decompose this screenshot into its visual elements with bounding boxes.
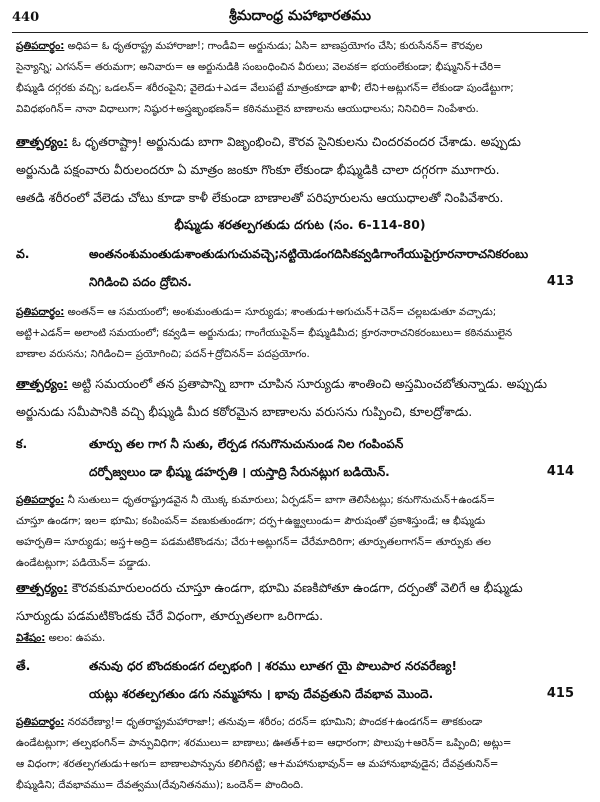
header-rule xyxy=(12,32,588,33)
text-line: ఆ విధంగా; శరతల్పగతుడు+అగు= బాణాలపాన్పును కలిగినట్టి; ఆ+మహానుభావున్= ఆ మహానుభావుడైన; దేవవ్రతునిన్= xyxy=(16,759,499,770)
verse-line: తనువు ధర బొందకుండగ దల్పభంగి । శరము లూతగ యై పొలుపార నరవరేణ్య! xyxy=(89,659,458,673)
verse-number: 414 xyxy=(546,464,574,479)
text-line: అట్టి+ఎడన్= అలాంటి సమయంలో; కవ్వడి= అర్జునుడు; గాంగేయుపైన్= భీష్ముడిమీద; క్రూరనారాచనికరంబులు= కఠినములైన xyxy=(16,328,513,339)
text-line: భీష్ముడిని; దేవభావము= దేవత్వము(దేవునితనము); ఒందెన్= పొందింది. xyxy=(16,780,304,791)
page-number: 440 xyxy=(12,10,40,25)
verse-marker: తే. xyxy=(16,658,31,673)
verse-415 xyxy=(16,652,584,708)
meaning-block-3 xyxy=(16,574,584,630)
section-label: ప్రతిపదార్థం: xyxy=(16,495,65,506)
page-header xyxy=(12,8,588,30)
text-line: వివిధభంగిన్= నానా విధాలుగా; నిష్ఠుర+అస్త్రజృంభణన్= కఠినములైన బాణాలను ఆయుధాలను; నినిచిరి= నింపేశారు. xyxy=(16,104,479,115)
verse-number: 415 xyxy=(546,686,574,701)
text-line: తాత్పర్యం: కౌరవకుమారులందరు చూస్తూ ఉండగా, భూమి వణకిపోతూ ఉండగా, దర్పంతో వెలిగే ఆ భీష్ముడు xyxy=(16,580,523,595)
word-meaning-block-2 xyxy=(16,302,584,365)
text-line: అర్జునుడి పక్షంవారు వీరులందరూ ఏ మాత్రం జంకూ గొంకూ లేకుండా భీష్ముడికి చాలా దగ్గరగా మూగారు. xyxy=(16,162,500,177)
section-label: తాత్పర్యం: xyxy=(16,580,68,595)
section-label: తాత్పర్యం: xyxy=(16,376,68,391)
meaning-block-2 xyxy=(16,370,584,426)
verse-line: దర్పోజ్వలుం డా భీష్ము డహర్పతి । యస్తాద్రి సేరునట్లుగ బడియెన్. xyxy=(89,465,390,479)
section-label: ప్రతిపదార్థం: xyxy=(16,41,65,52)
text-line: ఆతడి శరీరంలో వేలెడు చోటు కూడా కాళీ లేకుండా బాణాలతో పరిపూరులను ఆయుధాలతో నింపివేశారు. xyxy=(16,190,504,205)
text-line: ఉండేటట్లుగా; పడియెన్= పడ్డాడు. xyxy=(16,558,151,569)
text-line: అర్జునుడు సమీపానికి వచ్చి భీష్ముడి మీద కఠోరమైన బాణాలను వరుసను గుప్పించి, కూలద్రోశాడు. xyxy=(16,404,473,419)
verse-413 xyxy=(16,240,584,296)
verse-marker: వ. xyxy=(16,246,30,261)
visesham-note xyxy=(16,628,584,649)
verse-number: 413 xyxy=(546,274,574,289)
text-line: బాణాల వరుసను; నిగిడించి= ప్రయోగించి; పదన్+ద్రోచినన్= పదప్రయోగం. xyxy=(16,349,310,360)
text-line: ప్రతిపదార్థం: నరవరేణ్యా!= ధృతరాష్ట్రమహారాజా!; తనువు= శరీరం; దరన్= భూమిని; పొందక+ఉండగన్= తాకకుండా xyxy=(16,717,483,728)
section-label: తాత్పర్యం: xyxy=(16,134,68,149)
verse-line: నిగిడించి పదం ద్రోచిన. xyxy=(89,275,192,289)
text-line: ప్రతిపదార్థం: నీ సుతులు= ధృతరాష్ట్రుడవైన నీ యొక్క కుమారులు; ఏర్పడన్= బాగా తెలిసేటట్లు; కనుగొనుచున్+ఉండన్= xyxy=(16,495,496,506)
text-line: సూర్యుడు పడమటికొండకు చేరే విధంగా, తూర్పుతలగా ఒరిగాడు. xyxy=(16,608,324,623)
meaning-block-1 xyxy=(16,128,584,212)
verse-414 xyxy=(16,430,584,486)
section-label: ప్రతిపదార్థం: xyxy=(16,307,65,318)
word-meaning-block-4 xyxy=(16,712,584,796)
verse-marker: క. xyxy=(16,436,28,451)
text-line: తాత్పర్యం: అట్టి సమయంలో తన ప్రతాపాన్ని బాగా చూపిన సూర్యుడు శాంతించి అస్తమించబోతున్నాడు. అప్పుడు xyxy=(16,376,547,391)
text-line: ప్రతిపదార్థం: అంతన్= ఆ సమయంలో; అంశుమంతుడు= సూర్యుడు; శాంతుడు+అగుచున్+చెన్= చల్లబడుతూ వచ్చాడు; xyxy=(16,307,497,318)
text-line: భీష్ముడి దగ్గరకు వచ్చి; ఒడలన్= శరీరంపైని; వైలెడు+ఎడ= వేలుపట్టే మాత్రంకూడా ఖాళీ; లేని+అట్లుగన్= లేకుండా పుండేట్టుగా; xyxy=(16,83,514,94)
word-meaning-block-3 xyxy=(16,490,584,574)
text-line: అహర్పతి= సూర్యుడు; అస్త+అద్రి= పడమటికొండను; చేరు+అట్లుగన్= చేరేమాదిరిగా; తూర్పుతలగాగన్= తూర్పుకు తల xyxy=(16,537,492,548)
word-meaning-block-1 xyxy=(16,36,584,120)
text-line: ఉండేటట్లుగా; తల్పభంగిన్= పాన్పువిధిగా; శరములు= బాణాలు; ఊతత్+ఐ= ఆధారంగా; పొలుపు+ఆరెన్= ఒప్పింది; అట్లు= xyxy=(16,738,512,749)
verse-line: అంతనంశుమంతుడుశాంతుడుగుచువచ్చె;నట్టియెడంగదిసికవ్వడిగాంగేయుపైగ్రూరనారాచనికరంబు xyxy=(89,247,529,261)
section-heading: భీష్ముడు శరతల్పగతుడు దగుట (సం. 6-114-80) xyxy=(174,217,426,232)
running-title: శ్రీమదాంధ్ర మహాభారతము xyxy=(229,8,371,24)
text-line: ప్రతిపదార్థం: అధిప= ఓ ధృతరాష్ట్ర మహారాజా!; గాండీవి= అర్జునుడు; ఏసి= బాణప్రయోగం చేసి; కురుసేనన్= కౌరవుల xyxy=(16,41,483,52)
text-line: విశేషం: అలం: ఉపమ. xyxy=(16,633,106,644)
text-line: తాత్పర్యం: ఓ ధృతరాష్ట్రా! అర్జునుడు బాగా విజృంభించి, కౌరవ సైనికులను చిందరవందర చేశాడు. అప్పుడు xyxy=(16,134,521,149)
verse-line: యట్లు శరతల్పగతుం డగు నమ్మహాను । భావు దేవవ్రతుని దేవభావ మొందె. xyxy=(89,687,434,701)
section-label: విశేషం: xyxy=(16,633,46,644)
section-label: ప్రతిపదార్థం: xyxy=(16,717,65,728)
verse-line: తూర్పు తల గాగ నీ సుతు, లేర్పడ గనుగొనుచునుండ నిల గంపింపన్ xyxy=(89,437,404,451)
text-line: చూస్తూ ఉండగా; ఇల= భూమి; కంపింపన్= వణుకుతుండగా; దర్ప+ఉజ్జ్వలుండు= పౌరుషంతో ప్రకాశిస్తుండే; ఆ భీష్ముడు xyxy=(16,516,486,527)
text-line: సైన్యాన్ని; ఎగసన్= తరుమగా; అనివారు= ఆ అర్జునుడికి సంబంధించిన వీరులు; వెలవక= భయంలేకుండా; భీష్మునిన్+చేరి= xyxy=(16,62,502,73)
